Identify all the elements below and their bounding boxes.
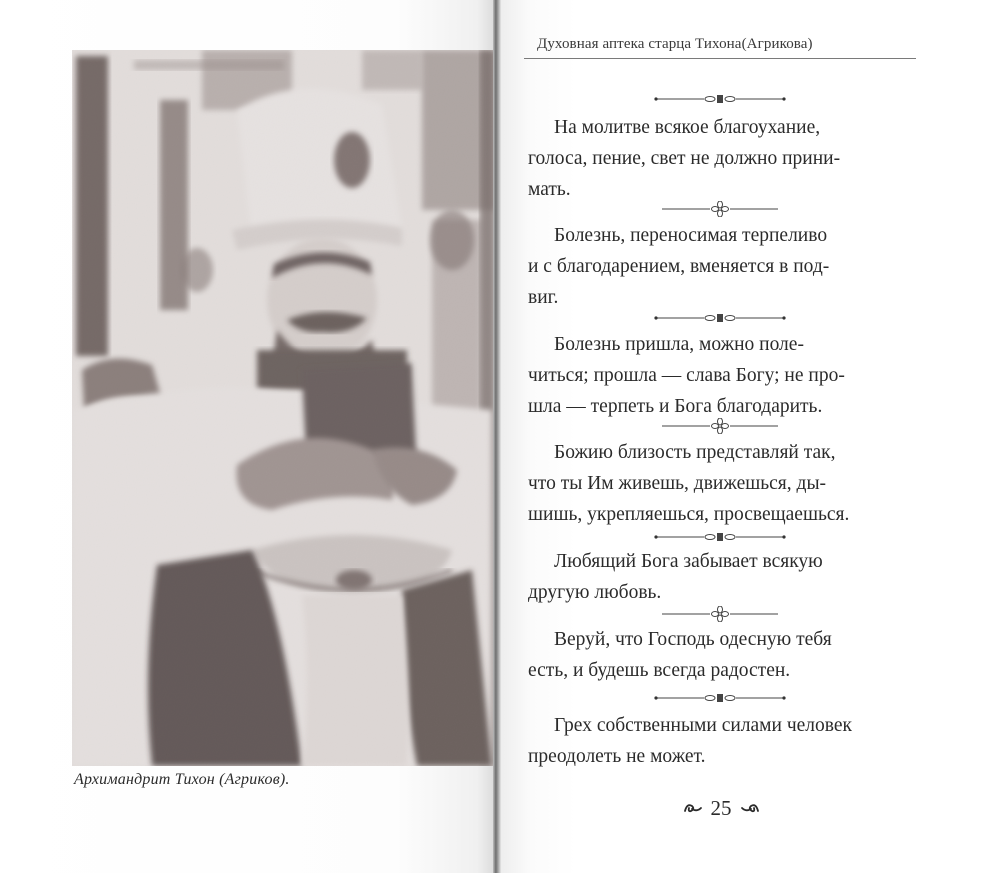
scroll-divider-icon [652,311,788,325]
scroll-divider-icon [652,92,788,106]
paragraph-2: Болезнь, переносимая терпеливо и с благодарением, вменяется в под- виг. [528,225,830,308]
paragraph-7: Грех собственными силами человек преодолеть не может. [528,715,852,767]
book-spine [493,0,501,873]
quatrefoil-divider-icon [652,201,788,215]
running-header: Духовная аптека старца Тихона(Агрикова) [537,36,813,52]
page-number [676,795,766,821]
photo-caption: Архимандрит Тихон (Агриков). [74,771,290,788]
right-flourish-icon [740,801,760,815]
paragraph-1: На молитве всякое благоухание, голоса, пение, свет не должно прини- мать. [528,117,841,200]
scroll-divider-icon [652,530,788,544]
page-number-value: 25 [710,795,732,820]
scroll-divider-icon [652,691,788,705]
paragraph-6: Веруй, что Господь одесную тебя есть, и будешь всегда радостен. [528,629,832,681]
paragraph-5: Любящий Бога забывает всякую другую любовь. [528,551,823,603]
header-rule [524,58,916,59]
archimandrite-photo [72,50,495,766]
photo-illustration [72,50,495,766]
quatrefoil-divider-icon [652,418,788,432]
left-page [0,0,497,873]
paragraph-3: Болезнь пришла, можно поле- читься; прошла — слава Богу; не про- шла — терпеть и Бога благодарить. [528,334,845,417]
quatrefoil-divider-icon [652,606,788,620]
left-flourish-icon [683,801,703,815]
paragraph-4: Божию близость представляй так, что ты Им живешь, движешься, ды- шишь, укрепляешься, просвещаешься. [528,442,850,525]
